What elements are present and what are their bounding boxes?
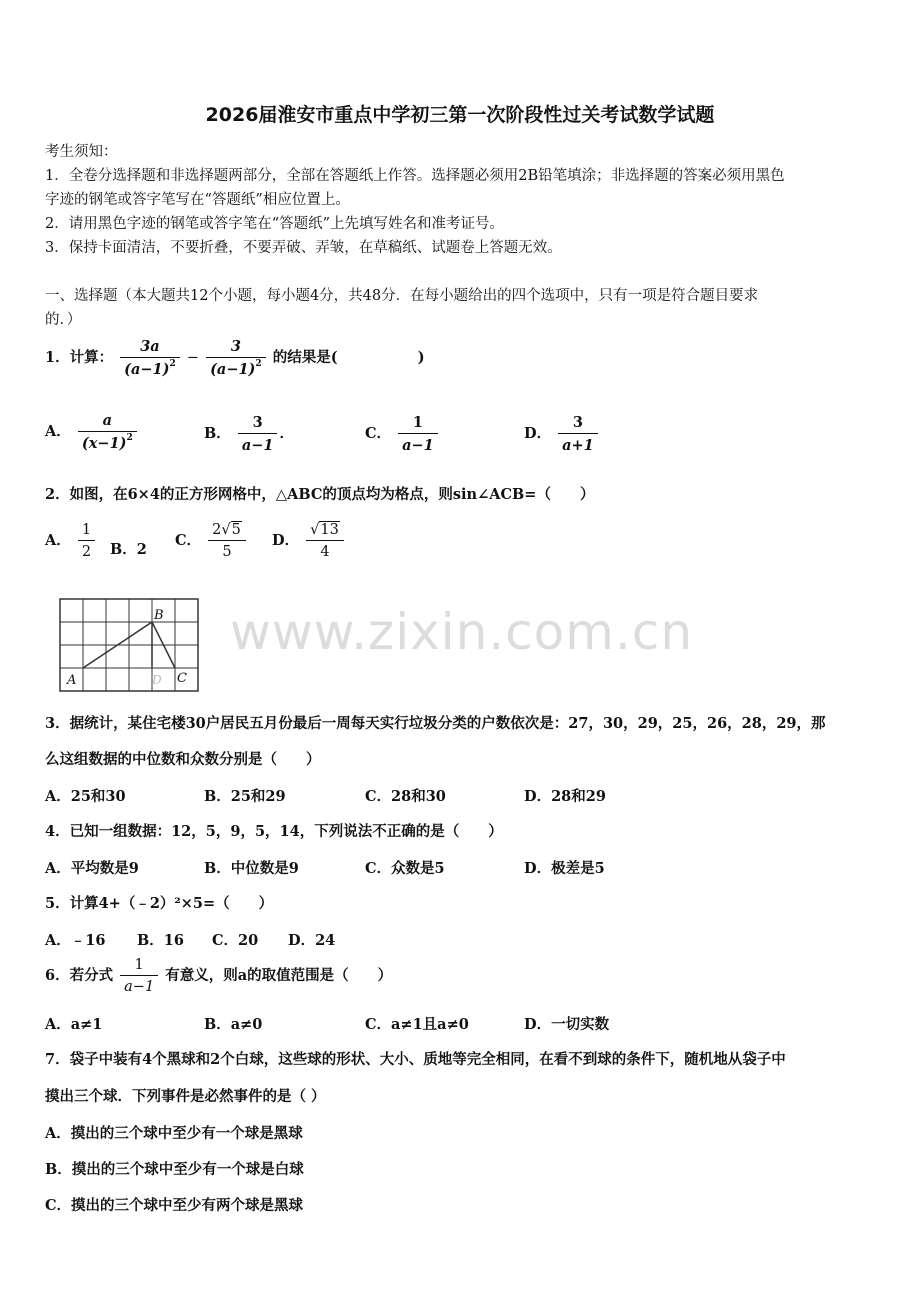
q2-option-b[interactable]: B．2 — [110, 541, 147, 558]
vertex-b-label: B — [154, 608, 164, 623]
question-3-cont: 么这组数据的中位数和众数分别是（ ） — [45, 751, 321, 768]
question-4: 4．已知一组数据：12，5，9，5，14，下列说法不正确的是（ ） — [45, 823, 503, 840]
q3-option-a[interactable]: A．25和30 — [45, 788, 126, 805]
q1-option-c[interactable]: C． $\frac{1}{a-1}$ — [365, 414, 440, 454]
q4-option-a[interactable]: A．平均数是9 — [45, 860, 139, 877]
q4-option-b[interactable]: B．中位数是9 — [204, 860, 299, 877]
vertex-c-label: C — [177, 671, 187, 686]
section-heading-cont: 的．） — [45, 312, 82, 328]
page-title: 2026届淮安市重点中学初三第一次阶段性过关考试数学试题 — [205, 104, 715, 126]
q1-option-d[interactable]: D． $\frac{3}{a+1}$ — [524, 414, 600, 454]
q5-option-a[interactable]: A．﹣16 — [45, 932, 106, 949]
q6-option-b[interactable]: B．a≠0 — [204, 1016, 263, 1033]
notice-item-1-cont: 字迹的钢笔或答字笔写在“答题纸”相应位置上。 — [45, 192, 350, 208]
q5-option-d[interactable]: D．24 — [288, 932, 336, 949]
q7-option-a[interactable]: A．摸出的三个球中至少有一个球是黑球 — [45, 1125, 303, 1142]
q2-option-c[interactable]: C． $\frac{2√5}{5}$ — [175, 522, 248, 560]
watermark: www.zixin.com.cn — [230, 603, 694, 661]
q3-option-c[interactable]: C．28和30 — [365, 788, 446, 805]
q6-option-c[interactable]: C．a≠1且a≠0 — [365, 1016, 469, 1033]
notice-item-1: 1．全卷分选择题和非选择题两部分，全部在答题纸上作答。选择题必须用2B铅笔填涂；非选择题的答案必须用黑色 — [45, 168, 785, 184]
q7-option-b[interactable]: B．摸出的三个球中至少有一个球是白球 — [45, 1161, 304, 1178]
q1-fraction-1: $\frac{3a}{(a-1)^2}$ — [120, 338, 180, 378]
question-7: 7．袋子中装有4个黑球和2个白球，这些球的形状、大小、质地等完全相同，在看不到球的条件下，随机地从袋子中 — [45, 1051, 786, 1068]
notice-item-3: 3．保持卡面清洁，不要折叠，不要弄破、弄皱，在草稿纸、试题卷上答题无效。 — [45, 240, 562, 256]
q7-option-c[interactable]: C．摸出的三个球中至少有两个球是黑球 — [45, 1197, 304, 1214]
grid-triangle-figure — [55, 596, 215, 696]
q6-fraction: $\frac{1}{a-1}$ — [120, 957, 158, 995]
q1-suffix: 的结果是( — [272, 349, 338, 366]
notice-item-2: 2．请用黑色字迹的钢笔或答字笔在“答题纸”上先填写姓名和准考证号。 — [45, 216, 505, 232]
q1-close: ) — [417, 349, 425, 366]
q1-fraction-2: $\frac{3}{(a-1)^2}$ — [206, 338, 266, 378]
section-heading: 一、选择题（本大题共12个小题，每小题4分，共48分．在每小题给出的四个选项中，只有一项是符合题目要求 — [45, 288, 759, 304]
q2-option-d[interactable]: D． $\frac{√13}{4}$ — [272, 522, 346, 560]
q5-option-b[interactable]: B．16 — [137, 932, 184, 949]
q6-option-a[interactable]: A．a≠1 — [45, 1016, 103, 1033]
question-2: 2．如图，在6×4的正方形网格中，△ABC的顶点均为格点，则sin∠ACB=（ ） — [45, 486, 595, 503]
notice-heading: 考生须知： — [45, 144, 118, 160]
q1-option-b[interactable]: B． $\frac{3}{a-1}$ ． — [204, 414, 294, 454]
question-7-cont: 摸出三个球．下列事件是必然事件的是（ ） — [45, 1088, 326, 1105]
foot-d-label: D — [152, 673, 162, 687]
q6-option-d[interactable]: D．一切实数 — [524, 1016, 610, 1033]
q3-option-b[interactable]: B．25和29 — [204, 788, 286, 805]
q3-option-d[interactable]: D．28和29 — [524, 788, 606, 805]
q1-minus: − — [186, 350, 199, 366]
q4-option-c[interactable]: C．众数是5 — [365, 860, 445, 877]
vertex-a-label: A — [67, 673, 77, 688]
q5-option-c[interactable]: C．20 — [212, 932, 259, 949]
q2-option-a[interactable]: A． $\frac{1}{2}$ — [45, 522, 97, 560]
question-6: 6．若分式 $\frac{1}{a-1}$ 有意义，则a的取值范围是（ ） — [45, 957, 393, 995]
q1-prefix: 1．计算： — [45, 349, 114, 366]
question-5: 5．计算4+（﹣2）²×5=（ ） — [45, 895, 274, 912]
question-3: 3．据统计，某住宅楼30户居民五月份最后一周每天实行垃圾分类的户数依次是：27，30，29，25，26，28，29，那 — [45, 715, 826, 732]
q1-option-a[interactable]: A． $\frac{a}{(x-1)^2}$ — [45, 412, 139, 452]
q4-option-d[interactable]: D．极差是5 — [524, 860, 605, 877]
question-1 — [45, 338, 425, 378]
